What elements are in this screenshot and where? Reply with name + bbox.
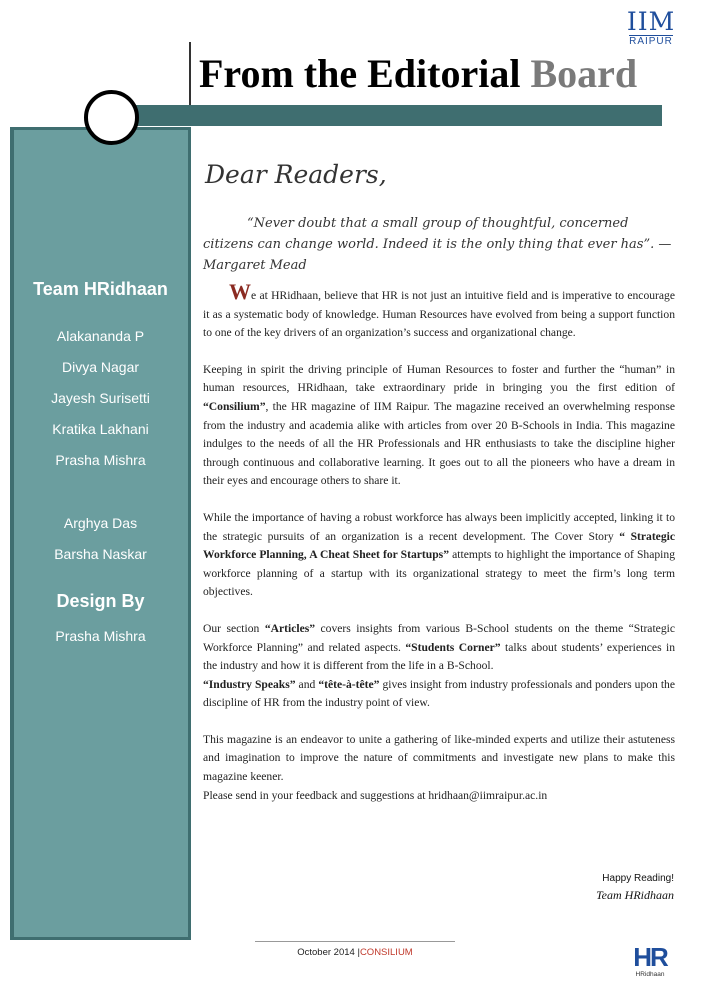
page-title-part1: From the Editorial [199,51,531,96]
team-member: Kratika Lakhani [52,421,149,437]
design-heading: Design By [56,591,145,611]
team-member: Prasha Mishra [55,452,146,468]
team-member: Divya Nagar [61,359,140,375]
logo-main-text: IIM [626,7,676,36]
hridhaan-logo-text: HRidhaan [635,971,665,978]
drop-cap: W [229,279,251,304]
footer-date: October 2014 | [297,947,360,958]
closing-line: Happy Reading! [602,873,674,884]
designer-name: Prasha Mishra [55,628,146,644]
paragraph: While the importance of having a robust workforce has always been implicitly accepted, linking it to the strategic pursuits of an organization is a recent development. The Cover Story “ Strategic Workforce Planning, A Cheat Sheet for Startups” attempts to highlight the importance of Shaping workforce planning of a startup with its organizational strategy to meet the firm’s long term objectives. [203,510,675,599]
team-heading: Team HRidhaan [33,279,168,299]
logo-sub-text: RAIPUR [629,36,673,47]
closing-signature: Team HRidhaan [596,888,674,902]
team-member: Jayesh Surisetti [51,390,150,406]
team-member: Alakananda P [56,328,145,344]
team-member: Arghya Das [63,515,138,531]
paragraph: Our section “Articles” covers insights from various B-School students on the theme “Strategic Workforce Planning” and related aspects. “Students Corner” talks about students’ experiences in the industry and how it is different from the life in a B-School. [203,621,676,673]
opening-quote: “Never doubt that a small group of thoughtful, concerned citizens can change world. Indeed it is the only thing that ever has”. —Margaret Mead [203,216,672,273]
paragraph: We at HRidhaan, believe that HR is not just an intuitive field and is imperative to encourage it as a systematic body of knowledge. Human Resources have evolved from being a support function to one of the key drivers of an organization’s success and organizational change. [203,279,675,340]
footer-divider [255,941,455,942]
hridhaan-logo-mark: HR [633,942,667,972]
team-member: Barsha Naskar [54,546,147,562]
hridhaan-logo [630,944,670,979]
page-title [199,50,637,97]
letter-body [203,279,676,823]
iim-raipur-logo [619,7,683,47]
salutation: Dear Readers, [205,160,387,189]
paragraph: Keeping in spirit the driving principle of Human Resources to foster and further the “human” in human resources, HRidhaan, take extraordinary pride in bringing you the first edition of “Consilium”, the HR magazine of IIM Raipur. The magazine received an overwhelming response from the industry and academia alike with articles from over 20 B-Schools in India. This magazine indulges to the needs of all the HR Professionals and HR enthusiasts to take the discipline higher through continuous and collaborative learning. It goes out to all the pioneers who have a dream in their eyes and encourage others to share it. [203,362,675,488]
paragraph: This magazine is an endeavor to unite a gathering of like-minded experts and utilize their astuteness and imagination to improve the nature of commitments and investigate new plans to make this magazine keener. [203,732,675,784]
paragraph: “Industry Speaks” and “tête-à-tête” gives insight from industry professionals and ponders upon the discipline of HR from the industry point of view. [203,677,675,710]
footer-magazine-name: CONSILIUM [359,947,413,958]
sidebar-credits [10,276,191,652]
header-bar [125,105,662,126]
sign-off [596,871,674,903]
decorative-circle [84,90,139,145]
page-footer [255,947,455,958]
contact-line: Please send in your feedback and suggestions at hridhaan@iimraipur.ac.in [203,788,548,802]
page-title-part2: Board [530,51,638,96]
